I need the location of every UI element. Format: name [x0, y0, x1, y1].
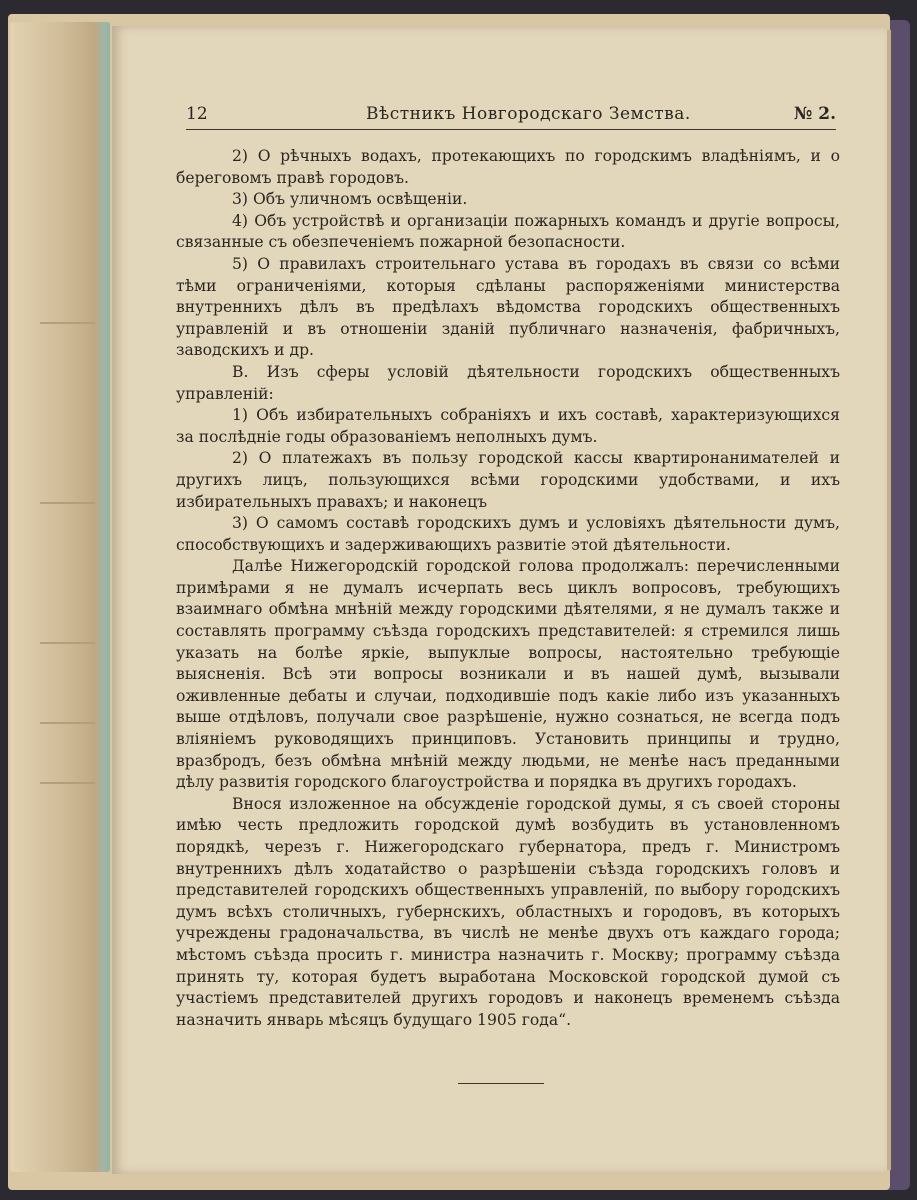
body-text: [176, 146, 840, 1031]
header-rule: [186, 129, 836, 130]
page-tear: [40, 502, 95, 504]
paragraph: Далѣе Нижегородскій городской голова продолжалъ: перечисленными примѣрами я не думалъ исчерпать весь циклъ вопросовъ, требующихъ взаимнаго обмѣна мнѣній между городскими дѣятелями, я не думалъ также и составлять программу съѣзда городскихъ представителей: я стремился лишь указать на болѣе яркіе, выпуклые вопросы, настоятельно требующіе выясненія. Всѣ эти вопросы возникали и въ нашей думѣ, вызывали оживленные дебаты и случаи, подходившіе подъ какіе либо изъ указанныхъ выше отдѣловъ, получали свое разрѣшеніе, нужно сознаться, не всегда подъ вліяніемъ руководящихъ принциповъ. Установить принципы и трудно, вразбродъ, безъ обмѣна мнѣній между людьми, не менѣе насъ преданными дѣлу развитія городского благоустройства и порядка въ другихъ городахъ.: [176, 557, 840, 792]
running-header: [186, 104, 836, 130]
paragraph: Внося изложенное на обсужденіе городской думы, я съ своей стороны имѣю честь предложить городской думѣ возбудить въ установленномъ порядкѣ, черезъ г. Нижегородскаго губернатора, предъ г. Министромъ внутреннихъ дѣлъ ходатайство о разрѣшеніи съѣзда городскихъ головъ и представителей городскихъ общественныхъ управленій, по выбору городскихъ думъ всѣхъ столичныхъ, губернскихъ, областныхъ и городовъ, въ которыхъ учреждены градоначальства, въ числѣ не менѣе двухъ отъ каждаго города; мѣстомъ съѣзда просить г. министра назначить г. Москву; программу съѣзда принять ту, которая будетъ выработана Московской городской думой съ участіемъ представителей другихъ городовъ и наконецъ временемъ съѣзда назначить январь мѣсяцъ будущаго 1905 года“.: [176, 794, 840, 1029]
section-end-rule: [458, 1083, 544, 1084]
document-page: [112, 26, 887, 1174]
page-tear: [40, 722, 95, 724]
issue-number: № 2.: [793, 104, 836, 124]
paragraph: 5) О правилахъ строительнаго устава въ городахъ въ связи со всѣми тѣми ограниченіями, которыя сдѣланы распоряженіями министерства внутреннихъ дѣлъ въ предѣлахъ вѣдомства городскихъ общественныхъ управленій и въ отношеніи зданій публичнаго назначенія, фабричныхъ, заводскихъ и др.: [176, 254, 840, 360]
paragraph: 4) Объ устройствѣ и организаціи пожарныхъ командъ и другіе вопросы, связанные съ обезпеченіемъ пожарной безопасности.: [176, 211, 840, 252]
left-page-edges: [10, 22, 110, 1172]
paragraph: 3) О самомъ составѣ городскихъ думъ и условіяхъ дѣятельности думъ, способствующихъ и задерживающихъ развитіе этой дѣятельности.: [176, 514, 840, 554]
page-tear: [40, 642, 95, 644]
paragraph: 2) О рѣчныхъ водахъ, протекающихъ по городскимъ владѣніямъ, и о береговомъ правѣ городовъ.: [176, 147, 840, 187]
paragraph: 3) Объ уличномъ освѣщеніи.: [232, 190, 468, 209]
page-number: 12: [186, 104, 208, 124]
paragraph: 1) Объ избирательныхъ собраніяхъ и ихъ составѣ, характеризующихся за послѣдніе годы образованіемъ неполныхъ думъ.: [176, 406, 840, 446]
paragraph: В. Изъ сферы условій дѣятельности городскихъ общественныхъ управленій:: [176, 362, 840, 403]
paragraph: 2) О платежахъ въ пользу городской кассы квартиронанимателей и другихъ лицъ, пользующихся всѣми городскими удобствами, и ихъ избирательныхъ правахъ; и наконецъ: [176, 449, 840, 511]
page-tear: [40, 782, 95, 784]
page-tear: [40, 322, 95, 324]
journal-title: Вѣстникъ Новгородскаго Земства.: [366, 104, 691, 124]
